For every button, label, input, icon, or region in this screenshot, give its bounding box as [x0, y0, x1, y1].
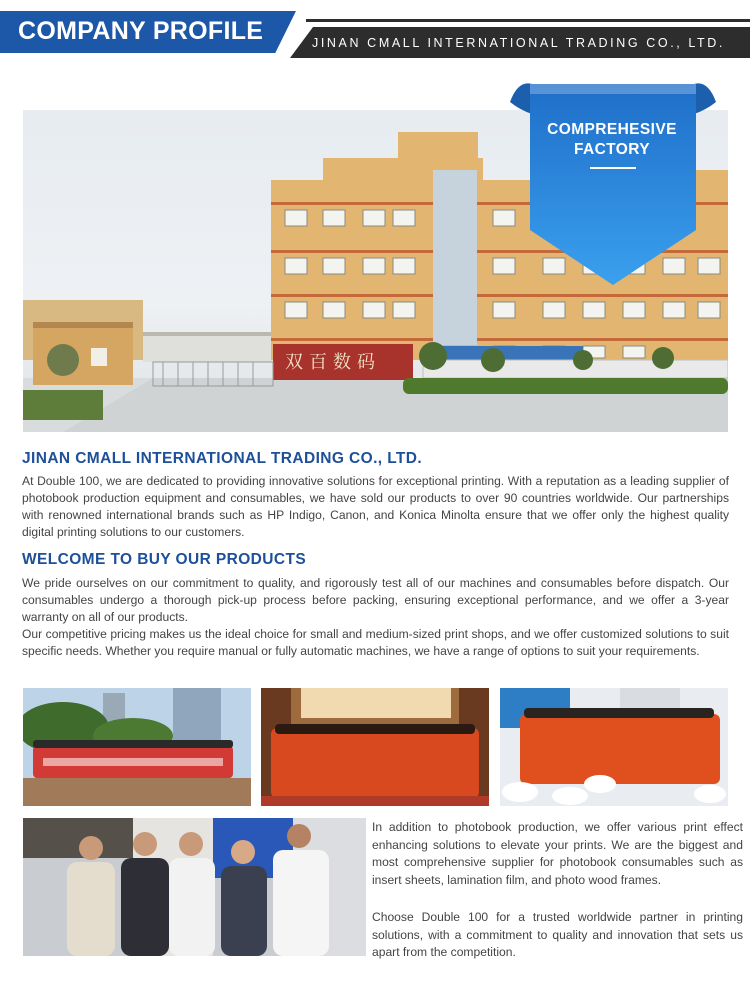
partners-photo: [23, 818, 366, 956]
welcome-heading: WELCOME TO BUY OUR PRODUCTS: [22, 551, 307, 568]
team-photo-outdoor: [23, 688, 251, 806]
ribbon-line-2: FACTORY: [573, 141, 650, 158]
welcome-paragraph-2: Our competitive pricing makes us the ideal choice for small and medium-sized print shops, and we offer customized solutions to suit specific needs. Whether you require manual or fully automatic machines, we have a range of options to suit your requirements.: [22, 627, 729, 658]
ribbon-label: [528, 120, 696, 160]
header-company-name: JINAN CMALL INTERNATIONAL TRADING CO., LTD.: [312, 36, 725, 50]
welcome-paragraph-1: We pride ourselves on our commitment to quality, and rigorously test all of our machines and consumables before dispatch. Our consumables undergo a thorough pick-up process before packing, ensuring exceptional performance, and we offer a 3-year warranty on all of our products.: [22, 576, 729, 624]
team-photo-expo: [500, 688, 728, 806]
factory-sign-text: 双百数码: [285, 352, 381, 373]
side-paragraph-1: In addition to photobook production, we offer various print effect enhancing solutions to elevate your prints. We are the biggest and most comprehensive supplier for photobook consumables such as insert sheets, lamination film, and photo wood frames.: [372, 820, 743, 887]
header-divider-line: [306, 19, 750, 22]
page-header: [0, 0, 750, 62]
ribbon-banner-icon: [510, 80, 716, 290]
side-paragraph-2: Choose Double 100 for a trusted worldwide partner in printing solutions, with a commitment to quality and innovation that sets us apart from the competition.: [372, 910, 743, 959]
about-paragraph: At Double 100, we are dedicated to providing innovative solutions for exceptional printing. With a reputation as a leading supplier of photobook production equipment and consumables, we have sold our products to over 90 countries worldwide. Our partnerships with renowned international brands such as HP Indigo, Canon, and Konica Minolta ensure that we offer only the highest quality digital printing solutions to our customers.: [22, 474, 729, 539]
page-title: COMPANY PROFILE: [18, 17, 264, 45]
team-photo-indoor: [261, 688, 489, 806]
about-heading: JINAN CMALL INTERNATIONAL TRADING CO., LTD.: [22, 450, 423, 467]
ribbon-underline: [590, 167, 636, 169]
ribbon-line-1: COMPREHESIVE: [547, 121, 677, 138]
